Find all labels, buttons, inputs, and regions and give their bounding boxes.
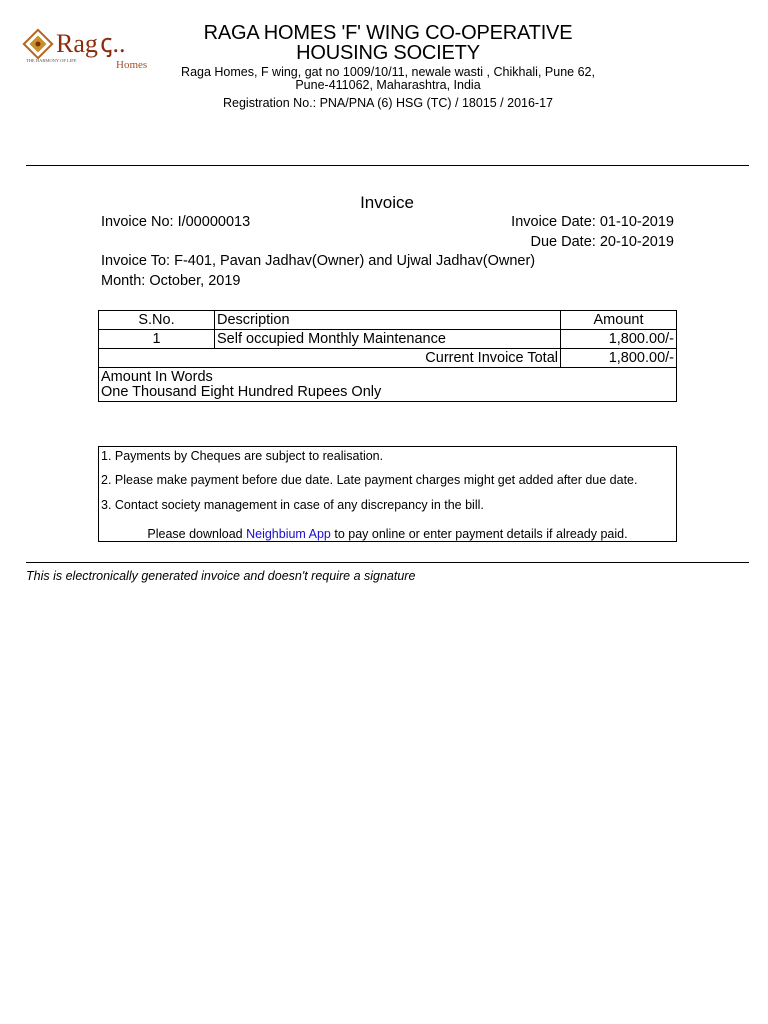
address-line2: Pune-411062, Maharashtra, India (295, 78, 481, 92)
society-name-line2: HOUSING SOCIETY (296, 42, 480, 64)
raga-homes-logo-icon (22, 22, 162, 74)
society-address (160, 66, 616, 92)
download-app-message (99, 527, 676, 541)
table-header-row (99, 311, 677, 330)
amount-in-words-label: Amount In Words (101, 369, 213, 385)
footer-divider (26, 562, 749, 563)
header-divider (26, 165, 749, 166)
registration-number: Registration No.: PNA/PNA (6) HSG (TC) / 18015 / 2016-17 (223, 96, 553, 110)
invoice-date: Invoice Date: 01-10-2019 (511, 214, 674, 230)
amount-words-row (99, 368, 677, 402)
amount-in-words-cell (99, 368, 677, 402)
svg-text:Homes: Homes (116, 59, 148, 71)
svg-text:ꞔ..: ꞔ.. (100, 29, 126, 58)
column-header-sno: S.No. (99, 311, 215, 330)
invoice-items-table (98, 310, 677, 402)
note-item: 2. Please make payment before due date. Late payment charges might get added after due date. (101, 473, 638, 487)
note-item: 3. Contact society management in case of any discrepancy in the bill. (101, 498, 484, 512)
table-row (99, 330, 677, 349)
svg-text:Rag: Rag (56, 29, 98, 58)
due-date: Due Date: 20-10-2019 (530, 234, 674, 250)
download-suffix: to pay online or enter payment details if already paid. (330, 527, 628, 541)
total-amount: 1,800.00/- (561, 349, 677, 368)
address-line1: Raga Homes, F wing, gat no 1009/10/11, newale wasti , Chikhali, Pune 62, (181, 65, 595, 79)
column-header-amount: Amount (561, 311, 677, 330)
society-name (160, 23, 616, 63)
amount-in-words-value: One Thousand Eight Hundred Rupees Only (101, 384, 382, 400)
download-prefix: Please download (147, 527, 247, 541)
invoice-month: Month: October, 2019 (101, 273, 241, 289)
invoice-to: Invoice To: F-401, Pavan Jadhav(Owner) and Ujwal Jadhav(Owner) (101, 253, 536, 269)
invoice-title: Invoice (360, 193, 414, 212)
society-logo (22, 22, 162, 74)
row-sno: 1 (99, 330, 215, 349)
neighbium-app-link[interactable]: Neighbium App (246, 527, 331, 541)
row-amount: 1,800.00/- (561, 330, 677, 349)
invoice-number: Invoice No: I/00000013 (101, 214, 251, 230)
society-name-line1: RAGA HOMES 'F' WING CO-OPERATIVE (203, 22, 573, 44)
column-header-description: Description (215, 311, 561, 330)
total-label: Current Invoice Total (99, 349, 561, 368)
svg-text:THE HARMONY OF LIFE: THE HARMONY OF LIFE (26, 58, 77, 63)
footer-disclaimer: This is electronically generated invoice and doesn't require a signature (26, 569, 416, 583)
payment-notes-box (98, 446, 677, 542)
note-item: 1. Payments by Cheques are subject to realisation. (101, 449, 384, 463)
total-row (99, 349, 677, 368)
row-description: Self occupied Monthly Maintenance (215, 330, 561, 349)
